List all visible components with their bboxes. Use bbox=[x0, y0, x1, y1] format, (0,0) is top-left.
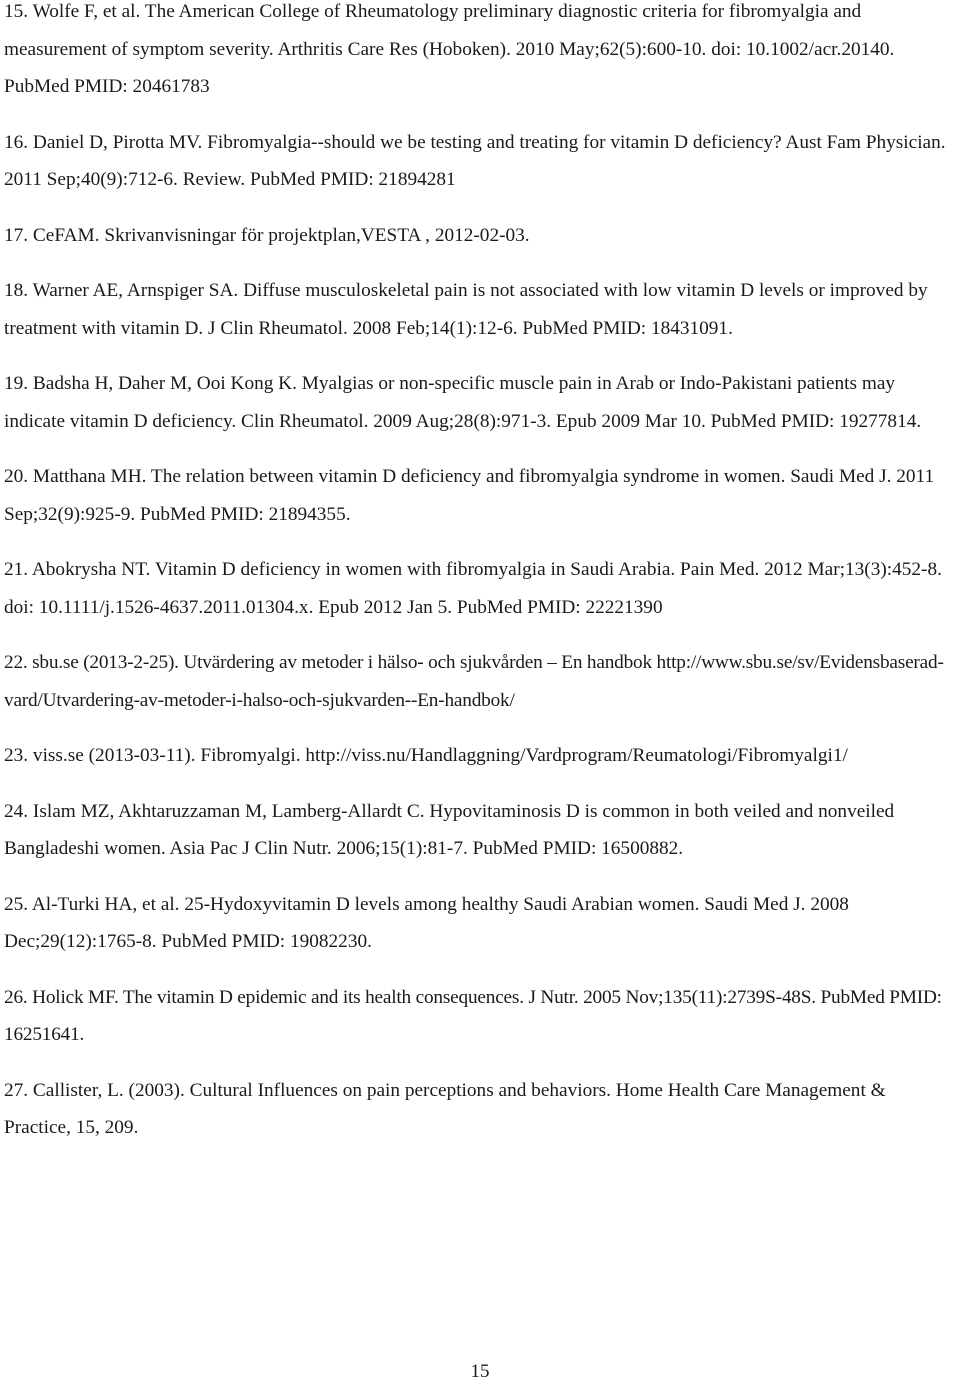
reference-item: 18. Warner AE, Arnspiger SA. Diffuse musculoskeletal pain is not associated with low vitamin D levels or improved by treatment with vitamin D. J Clin Rheumatol. 2008 Feb;14(1):12-6. PubMed PMID: 18431091. bbox=[4, 280, 928, 339]
reference-item: 20. Matthana MH. The relation between vitamin D deficiency and fibromyalgia syndrome in women. Saudi Med J. 2011 Sep;32(9):925-9. PubMed PMID: 21894355. bbox=[4, 466, 935, 525]
reference-item: 23. viss.se (2013-03-11). Fibromyalgi. http://viss.nu/Handlaggning/Vardprogram/Reumatologi/Fibromyalgi1/ bbox=[4, 745, 848, 766]
reference-list bbox=[4, 0, 954, 1165]
page-number: 15 bbox=[470, 1361, 490, 1382]
reference-item: 26. Holick MF. The vitamin D epidemic and its health consequences. J Nutr. 2005 Nov;135(11):2739S-48S. PubMed PMID: 16251641. bbox=[4, 986, 942, 1045]
reference-item: 16. Daniel D, Pirotta MV. Fibromyalgia--should we be testing and treating for vitamin D deficiency? Aust Fam Physician. 2011 Sep;40(9):712-6. Review. PubMed PMID: 21894281 bbox=[4, 131, 946, 190]
reference-item: 19. Badsha H, Daher M, Ooi Kong K. Myalgias or non-specific muscle pain in Arab or Indo-Pakistani patients may indicate vitamin D deficiency. Clin Rheumatol. 2009 Aug;28(8):971-3. Epub 2009 Mar 10. PubMed PMID: 19277814. bbox=[4, 373, 922, 432]
reference-item: 17. CeFAM. Skrivanvisningar för projektplan,VESTA , 2012-02-03. bbox=[4, 224, 530, 246]
reference-item: 27. Callister, L. (2003). Cultural Influences on pain perceptions and behaviors. Home Health Care Management & Practice, 15, 209. bbox=[4, 1079, 886, 1138]
reference-item: 25. Al-Turki HA, et al. 25-Hydoxyvitamin D levels among healthy Saudi Arabian women. Saudi Med J. 2008 Dec;29(12):1765-8. PubMed PMID: 19082230. bbox=[4, 893, 849, 952]
reference-item: 21. Abokrysha NT. Vitamin D deficiency in women with fibromyalgia in Saudi Arabia. Pain Med. 2012 Mar;13(3):452-8. doi: 10.1111/j.1526-4637.2011.01304.x. Epub 2012 Jan 5. PubMed PMID: 22221390 bbox=[4, 559, 942, 618]
reference-item: 22. sbu.se (2013-2-25). Utvärdering av metoder i hälso- och sjukvården – En handbok http://www.sbu.se/sv/Evidensbaserad-vard/Utvardering-av-metoder-i-halso-och-sjukvarden--En-handbok/ bbox=[4, 652, 944, 711]
reference-item: 24. Islam MZ, Akhtaruzzaman M, Lamberg-Allardt C. Hypovitaminosis D is common in both veiled and nonveiled Bangladeshi women. Asia Pac J Clin Nutr. 2006;15(1):81-7. PubMed PMID: 16500882. bbox=[4, 800, 895, 859]
reference-item: 15. Wolfe F, et al. The American College of Rheumatology preliminary diagnostic criteria for fibromyalgia and measurement of symptom severity. Arthritis Care Res (Hoboken). 2010 May;62(5):600-10. doi: 10.1002/acr.20140. PubMed PMID: 20461783 bbox=[4, 1, 895, 97]
